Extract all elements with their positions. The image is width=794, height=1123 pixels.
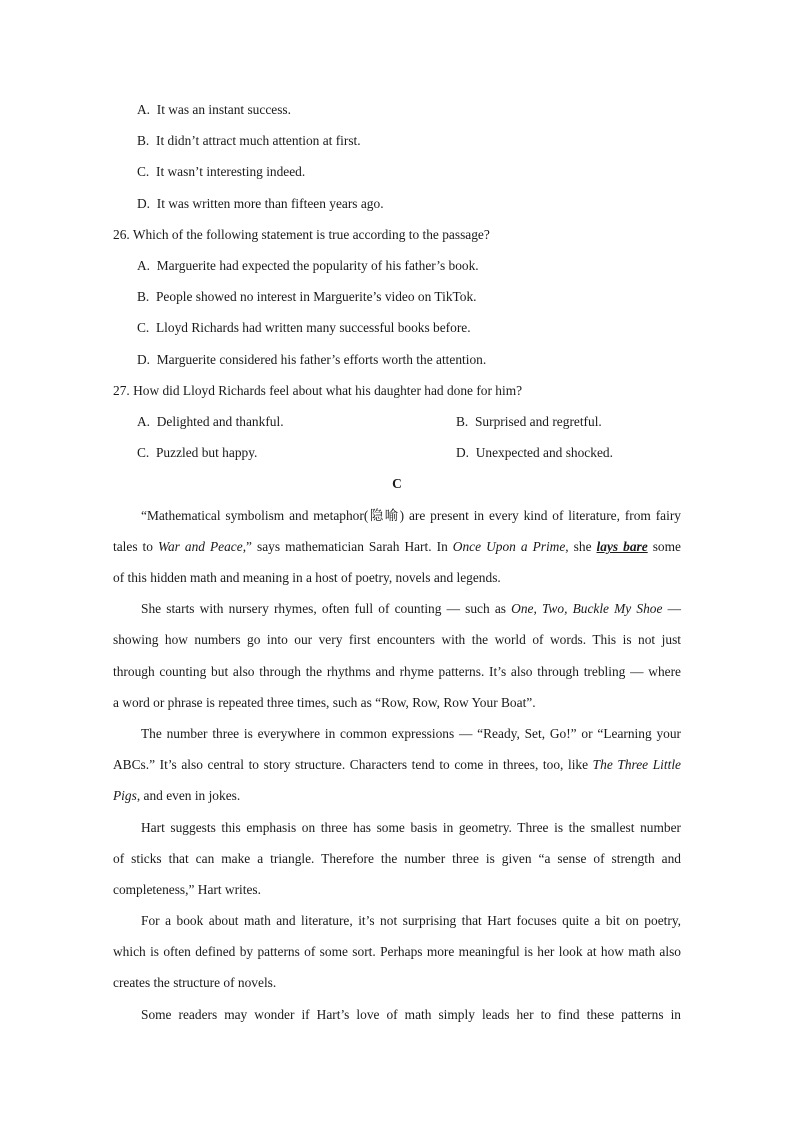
book-title: War and Peace	[158, 539, 243, 554]
text-run: some	[647, 539, 681, 554]
option-letter: D.	[137, 352, 151, 367]
paragraph-line: showing how numbers go into our very first encounters with the world of words. This is not just	[113, 632, 681, 647]
q27-option-c	[137, 445, 257, 461]
option-letter: D.	[456, 445, 470, 460]
paragraph-line	[113, 788, 681, 804]
q26-option-c	[137, 320, 471, 336]
q26-option-d	[137, 352, 486, 368]
option-letter: C.	[137, 445, 150, 460]
text-run: She starts with nursery rhymes, often full of counting — such as	[141, 601, 512, 616]
text-run: ,” says mathematician Sarah Hart. In	[242, 539, 453, 554]
option-letter: A.	[137, 258, 151, 273]
option-text: Marguerite had expected the popularity of his father’s book.	[156, 258, 479, 273]
paragraph-line: “Mathematical symbolism and metaphor(隐喻) are present in every kind of literature, from fairy	[141, 508, 681, 523]
paragraph-line	[113, 539, 681, 555]
story-title: The Three Little	[592, 757, 681, 772]
paragraph-line	[141, 601, 681, 617]
q27-option-b	[456, 414, 602, 430]
q27-question: 27. How did Lloyd Richards feel about what his daughter had done for him?	[113, 383, 523, 398]
story-title: Pigs	[113, 788, 137, 803]
q26-option-a	[137, 258, 479, 274]
q26-question: 26. Which of the following statement is true according to the passage?	[113, 227, 490, 242]
section-heading: C	[392, 476, 402, 491]
option-text: Surprised and regretful.	[474, 414, 602, 429]
option-letter: A.	[137, 102, 151, 117]
option-letter: B.	[137, 133, 150, 148]
book-title: Once Upon a Prime	[452, 539, 566, 554]
paragraph-line: Some readers may wonder if Hart’s love of math simply leads her to find these patterns in	[141, 1007, 681, 1022]
option-text: Puzzled but happy.	[155, 445, 258, 460]
q26-option-b	[137, 289, 477, 305]
text-run: —	[662, 601, 681, 616]
option-text: Marguerite considered his father’s efforts worth the attention.	[156, 352, 487, 367]
text-run: , and even in jokes.	[136, 788, 241, 803]
paragraph-line: The number three is everywhere in common expressions — “Ready, Set, Go!” or “Learning your	[141, 726, 681, 741]
paragraph-line: completeness,” Hart writes.	[113, 882, 261, 897]
option-letter: B.	[456, 414, 469, 429]
paragraph-line: which is often defined by patterns of some sort. Perhaps more meaningful is her look at how math also	[113, 944, 681, 959]
q25-option-c	[137, 164, 305, 180]
option-text: It wasn’t interesting indeed.	[155, 164, 306, 179]
paragraph-line: For a book about math and literature, it’s not surprising that Hart focuses quite a bit on poetry,	[141, 913, 681, 928]
option-letter: C.	[137, 164, 150, 179]
option-text: Delighted and thankful.	[156, 414, 284, 429]
option-text: It didn’t attract much attention at first.	[155, 133, 361, 148]
option-text: It was written more than fifteen years ago.	[156, 196, 384, 211]
text-run: , she	[565, 539, 597, 554]
option-letter: D.	[137, 196, 151, 211]
paragraph-line: of this hidden math and meaning in a host of poetry, novels and legends.	[113, 570, 501, 585]
paragraph-line: of sticks that can make a triangle. Therefore the number three is given “a sense of strength and	[113, 851, 681, 866]
q27-option-a	[137, 414, 284, 430]
option-letter: B.	[137, 289, 150, 304]
option-text: It was an instant success.	[156, 102, 291, 117]
paragraph-line	[113, 757, 681, 773]
text-run: tales to	[113, 539, 159, 554]
paragraph-line: creates the structure of novels.	[113, 975, 277, 990]
paragraph-line: Hart suggests this emphasis on three has some basis in geometry. Three is the smallest number	[141, 820, 681, 835]
q25-option-b	[137, 133, 361, 149]
option-letter: A.	[137, 414, 151, 429]
rhyme-title: One, Two, Buckle My Shoe	[511, 601, 663, 616]
option-letter: C.	[137, 320, 150, 335]
option-text: Unexpected and shocked.	[475, 445, 613, 460]
q27-option-d	[456, 445, 613, 461]
option-text: People showed no interest in Marguerite’s video on TikTok.	[155, 289, 477, 304]
underlined-phrase: lays bare	[596, 539, 648, 554]
paragraph-line: a word or phrase is repeated three times, such as “Row, Row, Row Your Boat”.	[113, 695, 536, 710]
q25-option-a	[137, 102, 291, 118]
option-text: Lloyd Richards had written many successful books before.	[155, 320, 471, 335]
paragraph-line: through counting but also through the rhythms and rhyme patterns. It’s also through trebling — where	[113, 664, 681, 679]
text-run: ABCs.” It’s also central to story structure. Characters tend to come in threes, too, like	[113, 757, 593, 772]
q25-option-d	[137, 196, 384, 212]
